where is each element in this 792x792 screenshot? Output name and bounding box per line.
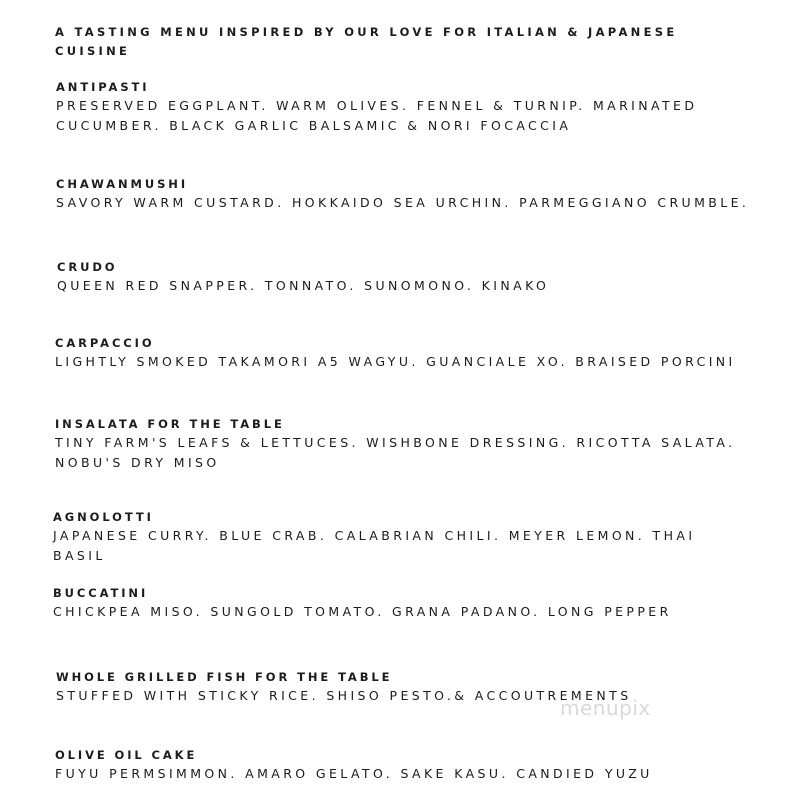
course-title: CRUDO — [57, 260, 118, 274]
course-description: JAPANESE CURRY. BLUE CRAB. CALABRIAN CHILI. MEYER LEMON. THAI BASIL — [53, 528, 696, 563]
course-olive-oil-cake — [55, 746, 785, 784]
course-title: INSALATA FOR THE TABLE — [55, 417, 285, 431]
course-description: FUYU PERMSIMMON. AMARO GELATO. SAKE KASU. CANDIED YUZU — [55, 766, 653, 781]
course-title: WHOLE GRILLED FISH FOR THE TABLE — [56, 670, 393, 684]
course-crudo — [57, 258, 787, 296]
watermark-logo: menupix — [560, 696, 651, 720]
course-description: STUFFED WITH STICKY RICE. SHISO PESTO.& ACCOUTREMENTS — [56, 688, 632, 703]
course-title: CARPACCIO — [55, 336, 155, 350]
course-description: QUEEN RED SNAPPER. TONNATO. SUNOMONO. KINAKO — [57, 278, 550, 293]
course-title: ANTIPASTI — [56, 80, 150, 94]
course-title: CHAWANMUSHI — [56, 177, 189, 191]
menu-intro: A TASTING MENU INSPIRED BY OUR LOVE FOR ITALIAN & JAPANESE CUISINE — [55, 25, 678, 58]
course-buccatini — [53, 584, 783, 622]
course-description: PRESERVED EGGPLANT. WARM OLIVES. FENNEL & TURNIP. MARINATED CUCUMBER. BLACK GARLIC BALSAMIC & NORI FOCACCIA — [56, 98, 698, 133]
course-agnolotti — [53, 508, 783, 565]
course-antipasti — [56, 78, 786, 135]
course-whole-grilled-fish — [56, 668, 786, 706]
course-carpaccio — [55, 334, 785, 372]
course-title: AGNOLOTTI — [53, 510, 154, 524]
course-title: BUCCATINI — [53, 586, 149, 600]
course-description: SAVORY WARM CUSTARD. HOKKAIDO SEA URCHIN. PARMEGGIANO CRUMBLE. — [56, 195, 750, 210]
course-description: TINY FARM'S LEAFS & LETTUCES. WISHBONE DRESSING. RICOTTA SALATA. NOBU'S DRY MISO — [55, 435, 736, 470]
course-insalata — [55, 415, 785, 472]
course-chawanmushi — [56, 175, 786, 213]
course-description: LIGHTLY SMOKED TAKAMORI A5 WAGYU. GUANCIALE XO. BRAISED PORCINI — [55, 354, 736, 369]
course-description: CHICKPEA MISO. SUNGOLD TOMATO. GRANA PADANO. LONG PEPPER — [53, 604, 672, 619]
course-title: OLIVE OIL CAKE — [55, 748, 198, 762]
